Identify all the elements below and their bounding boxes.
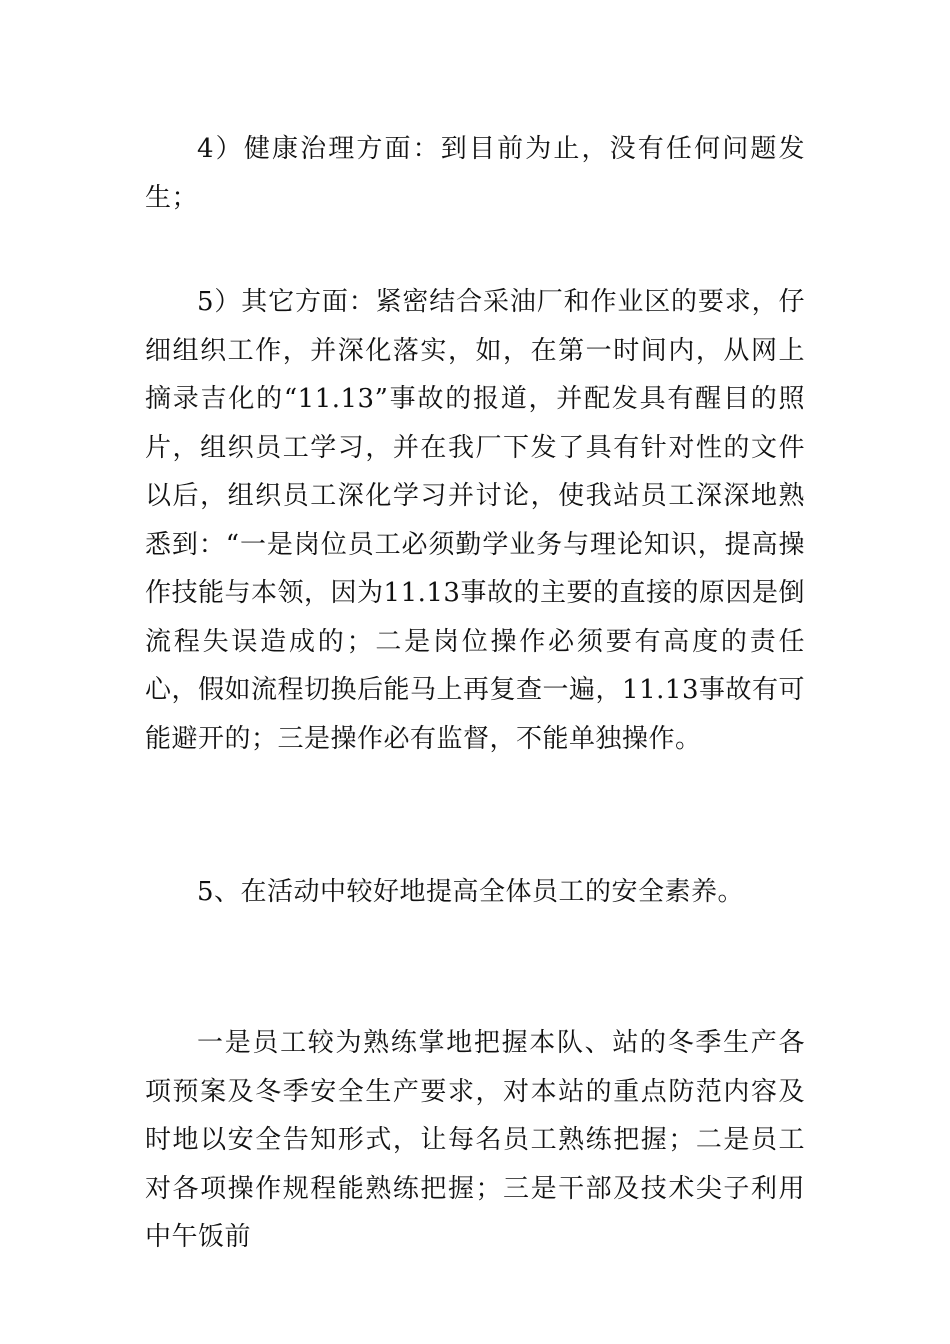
- paragraph-health-management: 4）健康治理方面：到目前为止，没有任何问题发生；: [145, 134, 805, 213]
- paragraph-other-aspects: 5）其它方面：紧密结合采油厂和作业区的要求，仔细组织工作，并深化落实，如，在第一时间内，从网上摘录吉化的“11.13”事故的报道，并配发具有醒目的照片，组织员工学习，并在我厂下发了具有针对性的文件以后，组织员工深化学习并讨论，使我站员工深深地熟悉到：“一是岗位员工必须勤学业务与理论知识，提高操作技能与本领，因为11.13事故的主要的直接的原因是倒流程失误造成的；二是岗位操作必须要有高度的责任心，假如流程切换后能马上再复查一遍，11.13事故有可能避开的；三是操作必有监督，不能单独操作。: [145, 287, 805, 754]
- paragraph-safety-quality-heading: 5、在活动中较好地提高全体员工的安全素养。: [197, 877, 745, 907]
- paragraph-employee-proficiency: 一是员工较为熟练掌地把握本队、站的冬季生产各项预案及冬季安全生产要求，对本站的重点防范内容及时地以安全告知形式，让每名员工熟练把握；二是员工对各项操作规程能熟练把握；三是干部及技术尖子利用中午饭前: [145, 1028, 805, 1252]
